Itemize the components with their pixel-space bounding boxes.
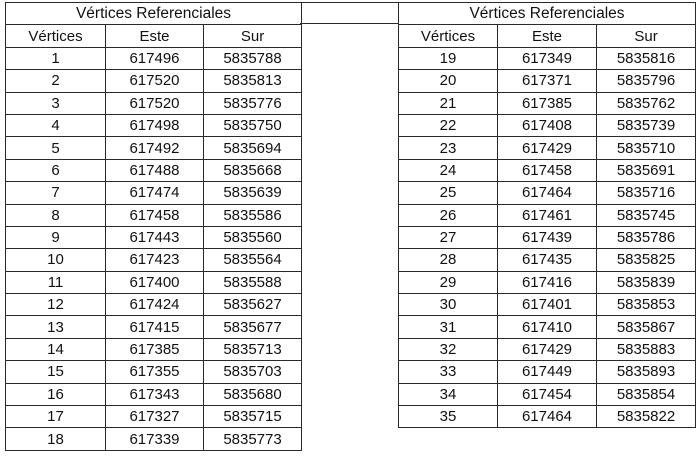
- vertex-number-cell: 35: [399, 406, 498, 428]
- sur-coordinate-cell: 5835745: [597, 204, 696, 226]
- table-row: [6, 294, 302, 316]
- sur-coordinate-cell: 5835853: [597, 294, 696, 316]
- sur-coordinate-cell: 5835677: [204, 316, 302, 338]
- vertex-number-cell: 26: [399, 204, 498, 226]
- table-body: [6, 47, 302, 450]
- este-coordinate-cell: 617439: [498, 226, 597, 248]
- vertex-number-cell: 6: [6, 159, 106, 181]
- vertex-number-cell: 20: [399, 70, 498, 92]
- este-coordinate-cell: 617464: [498, 406, 597, 428]
- este-coordinate-cell: 617339: [106, 428, 204, 450]
- table-header-row: [399, 25, 696, 47]
- vertex-number-cell: 4: [6, 114, 106, 136]
- table-row: [6, 92, 302, 114]
- este-coordinate-cell: 617371: [498, 70, 597, 92]
- column-header-este: Este: [498, 25, 597, 47]
- table-row: [399, 249, 696, 271]
- vertex-number-cell: 32: [399, 338, 498, 360]
- table-row: [399, 204, 696, 226]
- vertex-number-cell: 5: [6, 137, 106, 159]
- este-coordinate-cell: 617410: [498, 316, 597, 338]
- sur-coordinate-cell: 5835883: [597, 338, 696, 360]
- vertex-number-cell: 23: [399, 137, 498, 159]
- sur-coordinate-cell: 5835773: [204, 428, 302, 450]
- este-coordinate-cell: 617458: [498, 159, 597, 181]
- table-row: [399, 271, 696, 293]
- table-title: Vértices Referenciales: [399, 3, 696, 25]
- sur-coordinate-cell: 5835813: [204, 70, 302, 92]
- este-coordinate-cell: 617464: [498, 182, 597, 204]
- este-coordinate-cell: 617488: [106, 159, 204, 181]
- este-coordinate-cell: 617423: [106, 249, 204, 271]
- column-header-sur: Sur: [597, 25, 696, 47]
- sur-coordinate-cell: 5835668: [204, 159, 302, 181]
- este-coordinate-cell: 617520: [106, 70, 204, 92]
- column-header-este: Este: [106, 25, 204, 47]
- este-coordinate-cell: 617429: [498, 137, 597, 159]
- este-coordinate-cell: 617408: [498, 114, 597, 136]
- table-row: [6, 226, 302, 248]
- sur-coordinate-cell: 5835639: [204, 182, 302, 204]
- sur-coordinate-cell: 5835627: [204, 294, 302, 316]
- vertices-table-left: [5, 2, 302, 451]
- sur-coordinate-cell: 5835680: [204, 383, 302, 405]
- sur-coordinate-cell: 5835816: [597, 47, 696, 69]
- este-coordinate-cell: 617429: [498, 338, 597, 360]
- table-title: Vértices Referenciales: [6, 3, 302, 25]
- table-row: [6, 338, 302, 360]
- sur-coordinate-cell: 5835694: [204, 137, 302, 159]
- este-coordinate-cell: 617385: [498, 92, 597, 114]
- table-row: [399, 159, 696, 181]
- este-coordinate-cell: 617415: [106, 316, 204, 338]
- table-row: [6, 428, 302, 450]
- vertex-number-cell: 7: [6, 182, 106, 204]
- vertex-number-cell: 28: [399, 249, 498, 271]
- table-row: [399, 92, 696, 114]
- table-row: [399, 338, 696, 360]
- table-row: [6, 182, 302, 204]
- este-coordinate-cell: 617424: [106, 294, 204, 316]
- sur-coordinate-cell: 5835715: [204, 406, 302, 428]
- vertex-number-cell: 17: [6, 406, 106, 428]
- vertex-number-cell: 29: [399, 271, 498, 293]
- vertex-number-cell: 14: [6, 338, 106, 360]
- este-coordinate-cell: 617461: [498, 204, 597, 226]
- table-row: [6, 383, 302, 405]
- title-gap-cell: [300, 2, 398, 24]
- vertices-table-right: [398, 2, 696, 428]
- vertex-number-cell: 31: [399, 316, 498, 338]
- sur-coordinate-cell: 5835796: [597, 70, 696, 92]
- table-row: [399, 406, 696, 428]
- sur-coordinate-cell: 5835822: [597, 406, 696, 428]
- este-coordinate-cell: 617498: [106, 114, 204, 136]
- table-body: [399, 47, 696, 428]
- sur-coordinate-cell: 5835564: [204, 249, 302, 271]
- sur-coordinate-cell: 5835586: [204, 204, 302, 226]
- table-row: [6, 406, 302, 428]
- sur-coordinate-cell: 5835786: [597, 226, 696, 248]
- este-coordinate-cell: 617492: [106, 137, 204, 159]
- table-row: [399, 316, 696, 338]
- este-coordinate-cell: 617416: [498, 271, 597, 293]
- sur-coordinate-cell: 5835560: [204, 226, 302, 248]
- sur-coordinate-cell: 5835750: [204, 114, 302, 136]
- table-row: [399, 137, 696, 159]
- table-row: [399, 47, 696, 69]
- vertex-number-cell: 24: [399, 159, 498, 181]
- sur-coordinate-cell: 5835839: [597, 271, 696, 293]
- table-row: [6, 114, 302, 136]
- sur-coordinate-cell: 5835893: [597, 361, 696, 383]
- vertex-number-cell: 22: [399, 114, 498, 136]
- vertex-number-cell: 25: [399, 182, 498, 204]
- table-row: [399, 182, 696, 204]
- vertex-number-cell: 19: [399, 47, 498, 69]
- sur-coordinate-cell: 5835854: [597, 383, 696, 405]
- sur-coordinate-cell: 5835788: [204, 47, 302, 69]
- table-row: [399, 294, 696, 316]
- este-coordinate-cell: 617385: [106, 338, 204, 360]
- sur-coordinate-cell: 5835691: [597, 159, 696, 181]
- table-row: [399, 383, 696, 405]
- column-header-vertices: Vértices: [399, 25, 498, 47]
- este-coordinate-cell: 617435: [498, 249, 597, 271]
- este-coordinate-cell: 617496: [106, 47, 204, 69]
- este-coordinate-cell: 617474: [106, 182, 204, 204]
- este-coordinate-cell: 617327: [106, 406, 204, 428]
- este-coordinate-cell: 617443: [106, 226, 204, 248]
- table-row: [6, 204, 302, 226]
- sur-coordinate-cell: 5835762: [597, 92, 696, 114]
- table-row: [6, 159, 302, 181]
- este-coordinate-cell: 617449: [498, 361, 597, 383]
- vertex-number-cell: 27: [399, 226, 498, 248]
- este-coordinate-cell: 617454: [498, 383, 597, 405]
- table-row: [6, 47, 302, 69]
- table-row: [6, 271, 302, 293]
- vertex-number-cell: 8: [6, 204, 106, 226]
- sur-coordinate-cell: 5835716: [597, 182, 696, 204]
- table-header-row: [6, 25, 302, 47]
- table-row: [6, 70, 302, 92]
- este-coordinate-cell: 617343: [106, 383, 204, 405]
- este-coordinate-cell: 617458: [106, 204, 204, 226]
- sur-coordinate-cell: 5835710: [597, 137, 696, 159]
- vertex-number-cell: 13: [6, 316, 106, 338]
- table-row: [6, 316, 302, 338]
- vertex-number-cell: 12: [6, 294, 106, 316]
- vertex-number-cell: 18: [6, 428, 106, 450]
- vertex-number-cell: 33: [399, 361, 498, 383]
- este-coordinate-cell: 617401: [498, 294, 597, 316]
- vertex-number-cell: 3: [6, 92, 106, 114]
- table-row: [399, 114, 696, 136]
- column-header-vertices: Vértices: [6, 25, 106, 47]
- sur-coordinate-cell: 5835776: [204, 92, 302, 114]
- vertex-number-cell: 15: [6, 361, 106, 383]
- table-row: [399, 226, 696, 248]
- este-coordinate-cell: 617349: [498, 47, 597, 69]
- vertex-number-cell: 2: [6, 70, 106, 92]
- vertex-number-cell: 9: [6, 226, 106, 248]
- sur-coordinate-cell: 5835739: [597, 114, 696, 136]
- table-row: [6, 361, 302, 383]
- column-header-sur: Sur: [204, 25, 302, 47]
- vertex-number-cell: 30: [399, 294, 498, 316]
- vertex-number-cell: 34: [399, 383, 498, 405]
- este-coordinate-cell: 617355: [106, 361, 204, 383]
- vertex-number-cell: 11: [6, 271, 106, 293]
- table-row: [399, 70, 696, 92]
- este-coordinate-cell: 617400: [106, 271, 204, 293]
- sur-coordinate-cell: 5835713: [204, 338, 302, 360]
- table-row: [6, 249, 302, 271]
- sur-coordinate-cell: 5835703: [204, 361, 302, 383]
- table-row: [399, 361, 696, 383]
- vertex-number-cell: 10: [6, 249, 106, 271]
- sur-coordinate-cell: 5835867: [597, 316, 696, 338]
- vertex-number-cell: 21: [399, 92, 498, 114]
- vertex-number-cell: 1: [6, 47, 106, 69]
- este-coordinate-cell: 617520: [106, 92, 204, 114]
- sur-coordinate-cell: 5835825: [597, 249, 696, 271]
- sur-coordinate-cell: 5835588: [204, 271, 302, 293]
- vertex-number-cell: 16: [6, 383, 106, 405]
- table-row: [6, 137, 302, 159]
